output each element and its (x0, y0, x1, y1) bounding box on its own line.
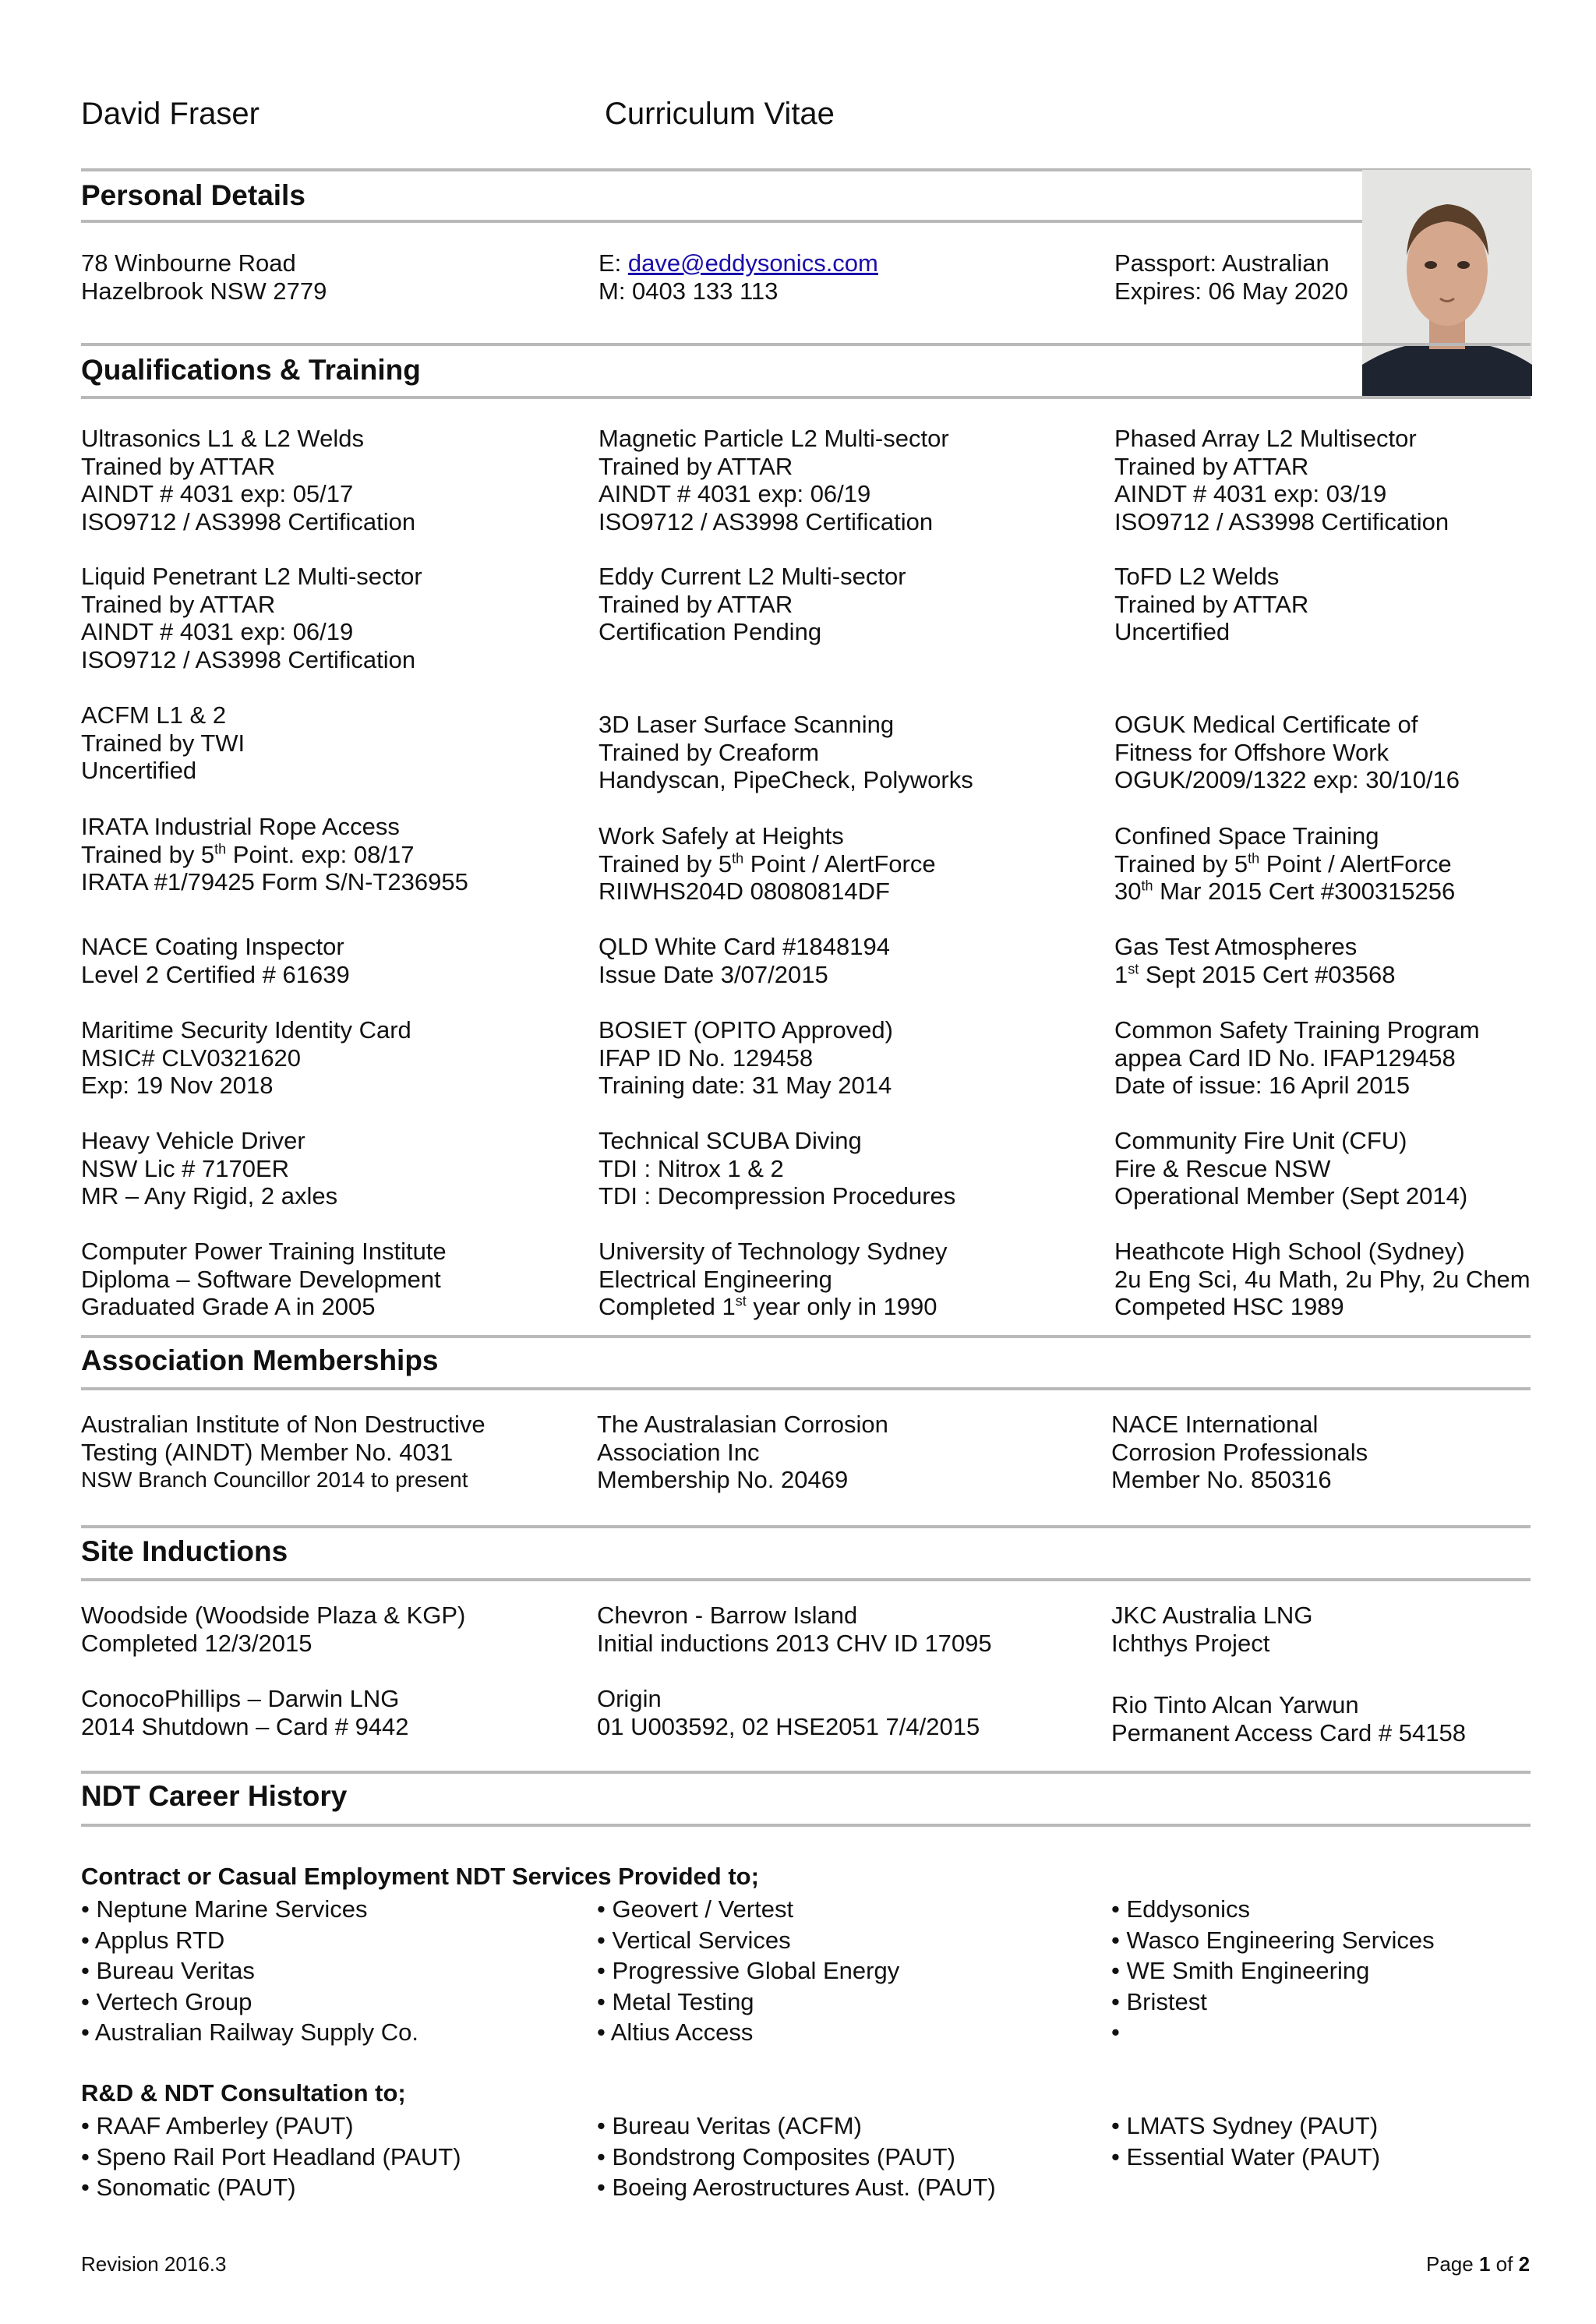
address-line: Hazelbrook NSW 2779 (81, 277, 327, 305)
qual-line: Trained by ATTAR (1114, 452, 1309, 480)
qual-line: Graduated Grade A in 2005 (81, 1293, 376, 1320)
list-item: • Bondstrong Composites (PAUT) (597, 2142, 955, 2170)
qual-line: BOSIET (OPITO Approved) (598, 1016, 893, 1044)
qual-liquid-penetrant (81, 563, 422, 673)
qual-work-at-heights (598, 822, 936, 906)
qual-text: Point. exp: 08/17 (226, 840, 415, 868)
ordinal-suffix: st (1128, 961, 1139, 977)
induction-woodside (81, 1602, 465, 1657)
qual-line: Handyscan, PipeCheck, Polyworks (598, 766, 973, 793)
qual-text: Completed 1 (598, 1293, 736, 1320)
induction-line: 01 U003592, 02 HSE2051 7/4/2015 (597, 1712, 980, 1740)
induction-conoco (81, 1685, 409, 1740)
qual-line: Electrical Engineering (598, 1265, 832, 1293)
qual-line: Common Safety Training Program (1114, 1016, 1480, 1044)
induction-line: JKC Australia LNG (1111, 1602, 1313, 1629)
contract-list-col1 (81, 1894, 418, 2048)
section-rule (81, 220, 1531, 223)
qual-line: Heathcote High School (Sydney) (1114, 1238, 1465, 1265)
qual-line: ToFD L2 Welds (1114, 563, 1280, 590)
address-line: 78 Winbourne Road (81, 249, 296, 277)
qual-line: ISO9712 / AS3998 Certification (81, 507, 416, 535)
list-item: • Eddysonics (1111, 1895, 1250, 1923)
page-current: 1 (1478, 2252, 1491, 2276)
qual-line: 3D Laser Surface Scanning (598, 711, 895, 738)
assoc-line: NSW Branch Councillor 2014 to present (81, 1468, 468, 1492)
list-item: • Metal Testing (597, 1987, 754, 2015)
list-item: • LMATS Sydney (PAUT) (1111, 2112, 1379, 2139)
induction-jkc (1111, 1602, 1312, 1657)
qual-qld-white-card (598, 933, 890, 988)
profile-photo (1362, 170, 1532, 396)
qual-line: Diploma – Software Development (81, 1265, 441, 1293)
assoc-line: The Australasian Corrosion (597, 1411, 888, 1438)
assoc-line: Australian Institute of Non Destructive (81, 1411, 486, 1438)
qual-line: 2u Eng Sci, 4u Math, 2u Phy, 2u Chem (1114, 1265, 1531, 1293)
ordinal-suffix: st (735, 1293, 747, 1309)
qual-line: IRATA #1/79425 Form S/N-T236955 (81, 868, 468, 895)
list-item: • Bureau Veritas (ACFM) (597, 2112, 862, 2139)
qual-line (81, 841, 468, 869)
qual-text: 30 (1114, 878, 1142, 905)
qual-line: Eddy Current L2 Multi-sector (598, 563, 906, 590)
qual-line: Computer Power Training Institute (81, 1238, 447, 1265)
section-heading-associations: Association Memberships (81, 1344, 439, 1376)
list-item: • Boeing Aerostructures Aust. (PAUT) (597, 2174, 996, 2201)
qual-gas-test (1114, 933, 1395, 988)
qual-text: Trained by 5 (81, 840, 215, 868)
assoc-line: Membership No. 20469 (597, 1466, 849, 1493)
assoc-aindt (81, 1411, 486, 1494)
qual-text: Sept 2015 Cert #03568 (1139, 960, 1396, 988)
qual-laser-scanning (598, 711, 973, 794)
qual-line: Certification Pending (598, 618, 822, 645)
mobile-line: M: 0403 133 113 (598, 277, 779, 305)
qual-line (1114, 850, 1455, 878)
contract-list-col3 (1111, 1894, 1435, 2048)
qual-text: 1 (1114, 960, 1128, 988)
section-rule (81, 396, 1531, 399)
qual-line: MR – Any Rigid, 2 axles (81, 1182, 338, 1210)
page-number (1426, 2252, 1530, 2276)
list-item: • Neptune Marine Services (81, 1895, 368, 1923)
induction-chevron (597, 1602, 992, 1657)
list-item: • Applus RTD (81, 1926, 225, 1954)
qual-line: Trained by TWI (81, 729, 245, 757)
qual-text: Trained by 5 (598, 849, 733, 878)
qual-line: Exp: 19 Nov 2018 (81, 1072, 274, 1099)
qual-line (1114, 878, 1455, 906)
section-heading-personal: Personal Details (81, 179, 305, 211)
induction-line: Rio Tinto Alcan Yarwun (1111, 1691, 1359, 1718)
qual-tofd (1114, 563, 1308, 646)
list-item: • RAAF Amberley (PAUT) (81, 2112, 354, 2139)
qual-line: ACFM L1 & 2 (81, 701, 227, 729)
assoc-line: Association Inc (597, 1438, 760, 1466)
qual-heavy-vehicle (81, 1127, 337, 1210)
qual-line: Trained by ATTAR (1114, 590, 1309, 618)
qual-line: Issue Date 3/07/2015 (598, 960, 828, 988)
qual-line: MSIC# CLV0321620 (81, 1044, 302, 1072)
qual-line: Fire & Rescue NSW (1114, 1154, 1331, 1182)
qual-line: ISO9712 / AS3998 Certification (81, 645, 416, 673)
qual-bosiet (598, 1016, 893, 1100)
section-rule (81, 1335, 1531, 1338)
ordinal-suffix: th (214, 841, 227, 857)
qual-line: ISO9712 / AS3998 Certification (1114, 507, 1449, 535)
rd-list-col1 (81, 2110, 461, 2203)
induction-line: 2014 Shutdown – Card # 9442 (81, 1712, 409, 1740)
qual-line: AINDT # 4031 exp: 03/19 (1114, 480, 1387, 507)
qual-text: Mar 2015 Cert #300315256 (1153, 878, 1456, 905)
qual-ultrasonics (81, 425, 415, 535)
qual-line: Confined Space Training (1114, 822, 1379, 849)
qual-line: Date of issue: 16 April 2015 (1114, 1072, 1411, 1099)
qual-line: NACE Coating Inspector (81, 933, 344, 960)
qual-line: Ultrasonics L1 & L2 Welds (81, 425, 364, 452)
qual-line: RIIWHS204D 08080814DF (598, 878, 890, 905)
qual-line: OGUK Medical Certificate of (1114, 711, 1418, 738)
assoc-nace (1111, 1411, 1368, 1494)
qual-line: Trained by ATTAR (81, 590, 276, 618)
qual-line: IRATA Industrial Rope Access (81, 813, 400, 840)
qual-line: NSW Lic # 7170ER (81, 1154, 290, 1182)
assoc-line: Testing (AINDT) Member No. 4031 (81, 1438, 454, 1466)
qual-line: Trained by ATTAR (81, 452, 276, 480)
qual-line: Uncertified (81, 757, 197, 784)
qual-line (598, 850, 936, 878)
qual-text: Point / AlertForce (1259, 849, 1452, 878)
qual-confined-space (1114, 822, 1455, 906)
section-rule (81, 1525, 1531, 1528)
list-item: • Essential Water (PAUT) (1111, 2142, 1381, 2170)
cv-title: Curriculum Vitae (605, 97, 835, 131)
qual-uts (598, 1238, 947, 1321)
qual-line: Work Safely at Heights (598, 822, 844, 849)
career-rd-heading: R&D & NDT Consultation to; (81, 2079, 406, 2107)
qual-line: AINDT # 4031 exp: 06/19 (598, 480, 871, 507)
qual-line: Community Fire Unit (CFU) (1114, 1127, 1407, 1154)
contact-block (598, 249, 878, 305)
rd-list-col3 (1111, 2110, 1380, 2172)
contract-list-col2 (597, 1894, 899, 2048)
list-item: • Australian Railway Supply Co. (81, 2018, 419, 2046)
section-rule (81, 1824, 1531, 1827)
qual-line: Heavy Vehicle Driver (81, 1127, 305, 1154)
qual-eddy-current (598, 563, 906, 646)
qual-text: Point / AlertForce (743, 849, 936, 878)
qual-text: year only in 1990 (746, 1293, 937, 1320)
career-contract-heading: Contract or Casual Employment NDT Services Provided to; (81, 1863, 759, 1890)
qual-oguk-medical (1114, 711, 1460, 794)
rd-list-col2 (597, 2110, 996, 2203)
qual-line: TDI : Decompression Procedures (598, 1182, 956, 1210)
section-heading-career: NDT Career History (81, 1780, 348, 1812)
email-link[interactable]: dave@eddysonics.com (627, 249, 878, 277)
page-label: Page (1426, 2252, 1479, 2276)
list-item: • Altius Access (597, 2018, 754, 2046)
qual-irata (81, 813, 468, 896)
ordinal-suffix: th (1248, 850, 1260, 867)
ordinal-suffix: th (1141, 878, 1153, 894)
address-block (81, 249, 327, 305)
email-line (598, 249, 878, 277)
section-heading-qualifications: Qualifications & Training (81, 354, 421, 386)
induction-line: Chevron - Barrow Island (597, 1602, 858, 1629)
qual-line: Liquid Penetrant L2 Multi-sector (81, 563, 422, 590)
passport-line: Passport: Australian (1114, 249, 1329, 277)
ordinal-suffix: th (732, 850, 744, 867)
passport-expiry: Expires: 06 May 2020 (1114, 277, 1348, 305)
induction-origin (597, 1685, 980, 1740)
list-item: • Sonomatic (PAUT) (81, 2174, 296, 2201)
qual-line: AINDT # 4031 exp: 06/19 (81, 618, 354, 645)
qual-line: Trained by ATTAR (598, 590, 793, 618)
induction-line: Permanent Access Card # 54158 (1111, 1718, 1466, 1747)
passport-block (1114, 249, 1348, 305)
induction-line: ConocoPhillips – Darwin LNG (81, 1685, 400, 1712)
qual-line: Maritime Security Identity Card (81, 1016, 411, 1044)
qual-line: appea Card ID No. IFAP129458 (1114, 1044, 1456, 1072)
induction-line: Origin (597, 1685, 662, 1712)
qual-line: Uncertified (1114, 618, 1231, 645)
qual-line: IFAP ID No. 129458 (598, 1044, 814, 1072)
section-heading-inductions: Site Inductions (81, 1535, 288, 1567)
qual-line: Phased Array L2 Multisector (1114, 425, 1417, 452)
email-label: E: (598, 249, 628, 277)
revision-label: Revision 2016.3 (81, 2252, 227, 2276)
list-item: • (1111, 2018, 1120, 2046)
qual-line: Level 2 Certified # 61639 (81, 960, 350, 988)
qual-msic (81, 1016, 411, 1100)
qual-line: Trained by Creaform (598, 738, 820, 766)
qual-line: ISO9712 / AS3998 Certification (598, 507, 934, 535)
page-total: 2 (1518, 2252, 1531, 2276)
qual-heathcote-high (1114, 1238, 1531, 1321)
qual-line: Magnetic Particle L2 Multi-sector (598, 425, 949, 452)
qual-line: Operational Member (Sept 2014) (1114, 1182, 1468, 1210)
qual-line (1114, 961, 1395, 989)
qual-acfm (81, 701, 245, 785)
qual-line: Fitness for Offshore Work (1114, 738, 1389, 766)
induction-line: Ichthys Project (1111, 1629, 1270, 1657)
induction-line: Initial inductions 2013 CHV ID 17095 (597, 1629, 992, 1657)
qual-line: University of Technology Sydney (598, 1238, 948, 1265)
qual-nace-coating (81, 933, 350, 988)
assoc-line: Corrosion Professionals (1111, 1438, 1368, 1466)
qual-line: Training date: 31 May 2014 (598, 1072, 892, 1099)
list-item: • Bristest (1111, 1987, 1207, 2015)
list-item: • Vertech Group (81, 1987, 252, 2015)
list-item: • WE Smith Engineering (1111, 1957, 1370, 1984)
qual-line: QLD White Card #1848194 (598, 933, 890, 960)
induction-line: Completed 12/3/2015 (81, 1629, 312, 1657)
qual-phased-array (1114, 425, 1449, 535)
section-rule (81, 168, 1531, 171)
qual-cfu (1114, 1127, 1467, 1210)
portrait-image (1362, 170, 1532, 396)
induction-rio-tinto (1111, 1691, 1466, 1747)
page-of-label: of (1490, 2252, 1519, 2276)
qual-line (598, 1293, 947, 1321)
qual-line: Competed HSC 1989 (1114, 1293, 1344, 1320)
section-rule (81, 1578, 1531, 1581)
qual-line: Trained by ATTAR (598, 452, 793, 480)
qual-cpti (81, 1238, 447, 1321)
cv-name: David Fraser (81, 97, 260, 131)
list-item: • Speno Rail Port Headland (PAUT) (81, 2142, 461, 2170)
induction-line: Woodside (Woodside Plaza & KGP) (81, 1602, 466, 1629)
list-item: • Vertical Services (597, 1926, 791, 1954)
qual-cstp (1114, 1016, 1480, 1100)
section-rule (81, 343, 1531, 346)
qual-scuba (598, 1127, 955, 1210)
qual-text: Trained by 5 (1114, 849, 1248, 878)
list-item: • Wasco Engineering Services (1111, 1926, 1435, 1954)
list-item: • Geovert / Vertest (597, 1895, 794, 1923)
list-item: • Progressive Global Energy (597, 1957, 900, 1984)
qual-line: Gas Test Atmospheres (1114, 933, 1358, 960)
assoc-line: Member No. 850316 (1111, 1466, 1332, 1493)
qual-line: AINDT # 4031 exp: 05/17 (81, 480, 354, 507)
section-rule (81, 1771, 1531, 1774)
list-item: • Bureau Veritas (81, 1957, 255, 1984)
assoc-acorr (597, 1411, 888, 1494)
qual-line: Technical SCUBA Diving (598, 1127, 862, 1154)
qual-magnetic-particle (598, 425, 949, 535)
assoc-line: NACE International (1111, 1411, 1319, 1438)
section-rule (81, 1387, 1531, 1390)
qual-line: TDI : Nitrox 1 & 2 (598, 1154, 784, 1182)
qual-line: OGUK/2009/1322 exp: 30/10/16 (1114, 766, 1460, 793)
